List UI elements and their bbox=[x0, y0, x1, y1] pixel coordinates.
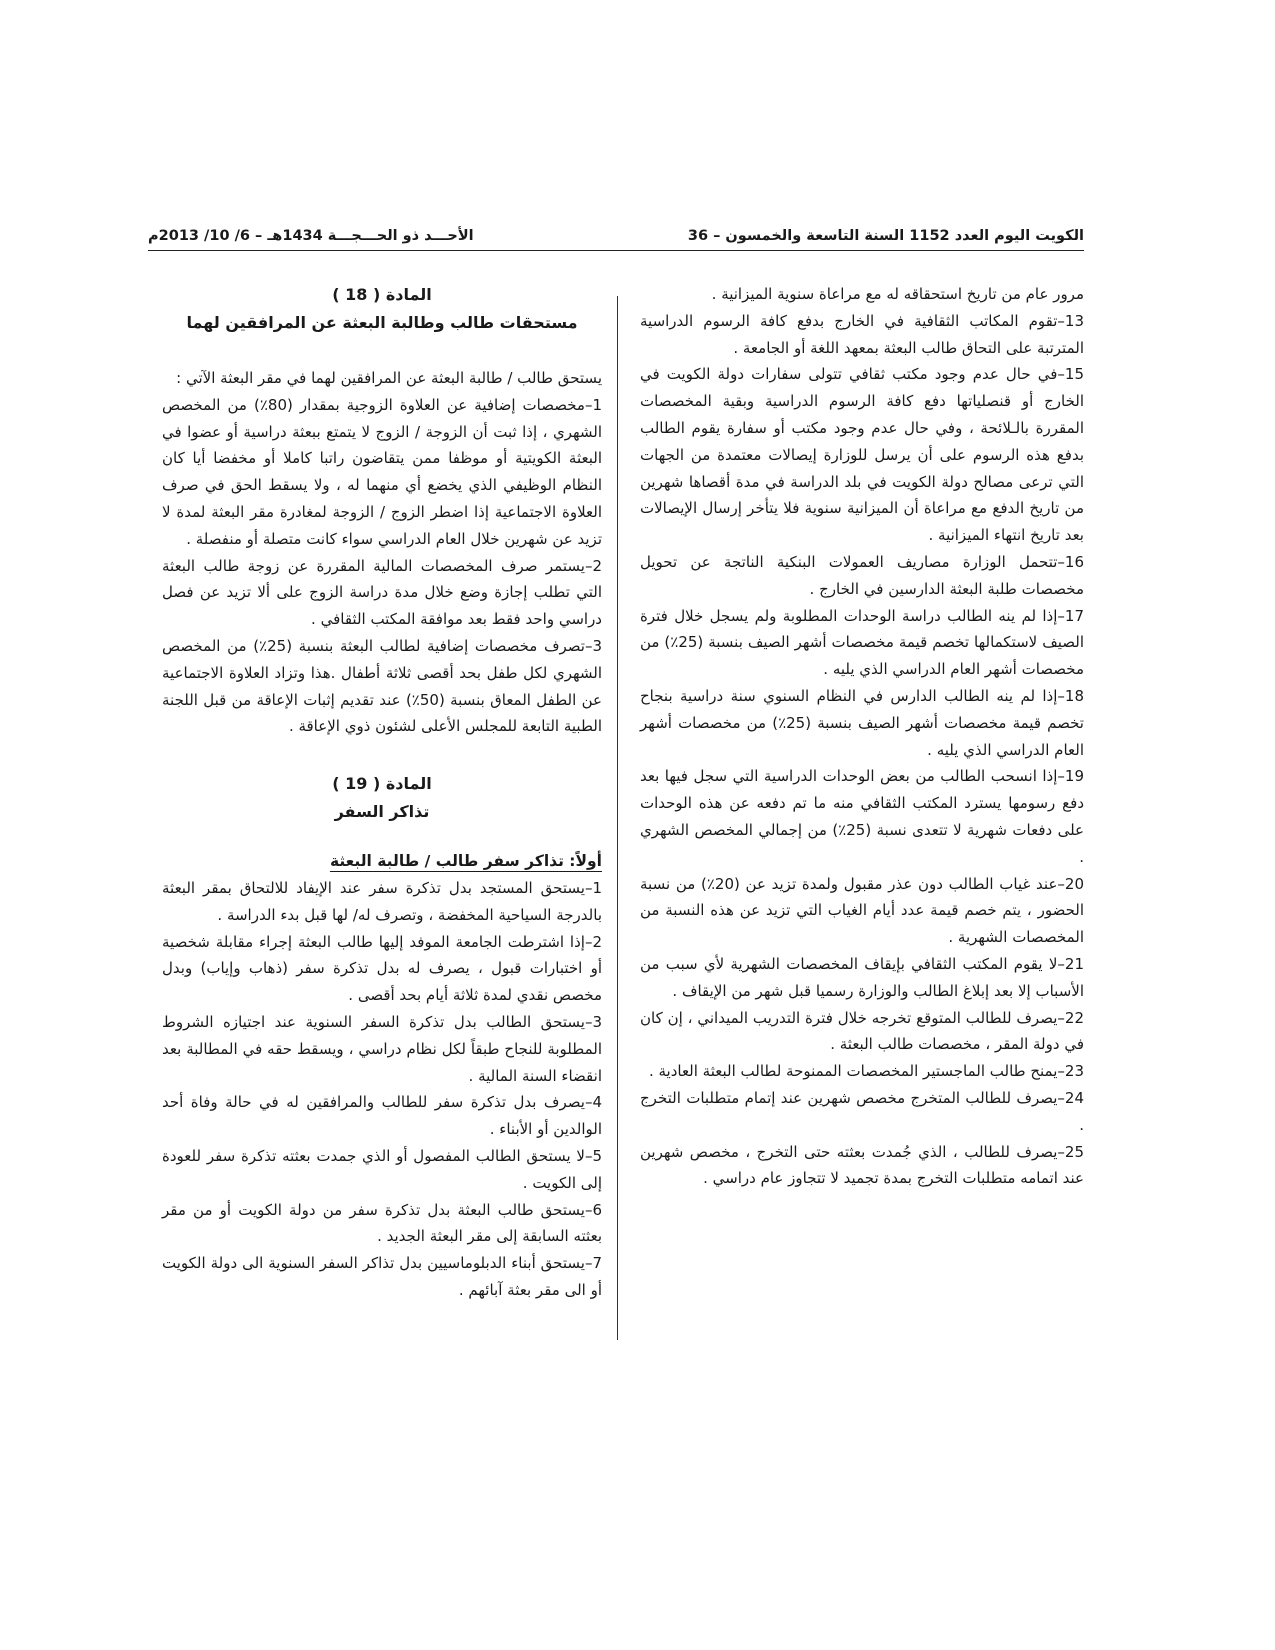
article-18-intro: يستحق طالب / طالبة البعثة عن المرافقين لهما في مقر البعثة الآتي : bbox=[176, 369, 602, 387]
clause-19: 19–إذا انسحب الطالب من بعض الوحدات الدراسية التي سجل فيها بعد دفع رسومها يسترد المكتب الثقافي منه ما تم دفعه عن هذه الوحدات على دفعات شهرية لا تتعدى نسبة (25٪) من إجمالي المخصص الشهري . bbox=[640, 767, 1084, 866]
article-19-item-7: 7–يستحق أبناء الدبلوماسيين بدل تذاكر السفر السنوية الى دولة الكويت أو الى مقر بعثة آبائهم . bbox=[162, 1254, 602, 1299]
article-18-title: مستحقات طالب وطالبة البعثة عن المرافقين لهما bbox=[186, 313, 578, 332]
article-19-number: المادة ( 19 ) bbox=[332, 774, 432, 794]
paragraph-continuation: مرور عام من تاريخ استحقاقه له مع مراعاة سنوية الميزانية . bbox=[711, 285, 1084, 303]
article-18-number: المادة ( 18 ) bbox=[332, 285, 432, 304]
header-divider bbox=[148, 250, 1084, 251]
article-19-item-1: 1–يستحق المستجد بدل تذكرة سفر عند الإيفاد للالتحاق بمقر البعثة بالدرجة السياحية المخفضة ، وتصرف له/ لها قبل بدء الدراسة . bbox=[162, 878, 602, 924]
clause-20: 20–عند غياب الطالب دون عذر مقبول ولمدة تزيد عن (20٪) من نسبة الحضور ، يتم خصم قيمة عدد أيام الغياب التي تزيد عن هذه النسبة من المخصصات الشهرية . bbox=[640, 874, 1084, 947]
article-19-item-4: 4–يصرف بدل تذكرة سفر للطالب والمرافقين له في حالة وفاة أحد الوالدين أو الأبناء . bbox=[162, 1093, 602, 1139]
clause-25: 25–يصرف للطالب ، الذي جُمدت بعثته حتى التخرج ، مخصص شهرين عند اتمامه متطلبات التخرج بمدة تجميد لا تتجاوز عام دراسي . bbox=[640, 1142, 1084, 1188]
clause-21: 21–لا يقوم المكتب الثقافي بإيقاف المخصصات الشهرية لأي سبب من الأسباب إلا بعد إبلاغ الطالب والوزارة رسميا قبل شهر من الإيقاف . bbox=[640, 954, 1084, 1000]
clause-16: 16–تتحمل الوزارة مصاريف العمولات البنكية الناتجة عن تحويل مخصصات طلبة البعثة الدارسين في الخارج . bbox=[640, 552, 1084, 598]
article-19-title: تذاكر السفر bbox=[334, 802, 430, 822]
clause-24: 24–يصرف للطالب المتخرج مخصص شهرين عند إتمام متطلبات التخرج . bbox=[640, 1088, 1084, 1134]
clause-23: 23–يمنح طالب الماجستير المخصصات الممنوحة لطالب البعثة العادية . bbox=[648, 1062, 1084, 1081]
article-19-item-6: 6–يستحق طالب البعثة بدل تذكرة سفر من دولة الكويت أو من مقر بعثته السابقة إلى مقر البعثة الجديد . bbox=[162, 1200, 602, 1246]
article-19-item-3: 3–يستحق الطالب بدل تذكرة السفر السنوية عند اجتيازه الشروط المطلوبة للنجاح طبقاً لكل نظام دراسي ، ويسقط حقه في المطالبة بعد انقضاء السنة المالية . bbox=[162, 1012, 602, 1085]
article-18-item-2: 2–يستمر صرف المخصصات المالية المقررة عن زوجة طالب البعثة التي تطلب إجازة وضع خلال مدة دراسة الزوج على ألا تزيد عن فصل دراسي واحد فقط بعد موافقة المكتب الثقافي . bbox=[162, 556, 602, 629]
article-18-item-1: 1–مخصصات إضافية عن العلاوة الزوجية بمقدار (80٪) من المخصص الشهري ، إذا ثبت أن الزوجة / الزوج لا يتمتع ببعثة دراسية أو عضوا في البعثة الكويتية أو موظفا ممن يتقاضون راتبا كاملا أو مخفضا أيا كان النظام الوظيفي الذي يخضع أي منهما له ، ولا يسقط الحق في صرف العلاوة الاجتماعية إذا اضطر الزوج / الزوجة لمغادرة مقر البعثة لمدة لا تزيد عن شهرين خلال العام الدراسي سواء كانت متصلة أو منفصلة . bbox=[162, 395, 603, 548]
clause-17: 17–إذا لم ينه الطالب دراسة الوحدات المطلوبة ولم يسجل خلال فترة الصيف لاستكمالها تخصم قيمة مخصصات أشهر الصيف بنسبة (25٪) من مخصصات أشهر العام الدراسي الذي يليه . bbox=[640, 606, 1084, 679]
article-19-section-heading: أولاً: تذاكر سفر طالب / طالبة البعثة bbox=[329, 852, 602, 871]
article-19-item-5: 5–لا يستحق الطالب المفصول أو الذي جمدت بعثته تذكرة سفر للعودة إلى الكويت . bbox=[162, 1146, 602, 1192]
right-column bbox=[640, 281, 1084, 1192]
clause-13: 13–تقوم المكاتب الثقافية في الخارج بدفع كافة الرسوم الدراسية المترتبة على التحاق طالب البعثة بمعهد اللغة أو الجامعة . bbox=[640, 311, 1084, 357]
clause-22: 22–يصرف للطالب المتوقع تخرجه خلال فترة التدريب الميداني ، إن كان في دولة المقر ، مخصصات طالب البعثة . bbox=[640, 1008, 1084, 1054]
article-18-item-3: 3–تصرف مخصصات إضافية لطالب البعثة بنسبة (25٪) من المخصص الشهري لكل طفل بحد أقصى ثلاثة أطفال .هذا وتزاد العلاوة الاجتماعية عن الطفل المعاق بنسبة (50٪) عند تقديم إثبات الإعاقة من قبل اللجنة الطبية التابعة للمجلس الأعلى لشئون ذوي الإعاقة . bbox=[162, 636, 603, 736]
header-date: الأحـــد ذو الحـــجـــة 1434هـ – 6/ 10/ 2013م bbox=[148, 228, 474, 244]
column-divider bbox=[617, 296, 618, 1340]
clause-15: 15–في حال عدم وجود مكتب ثقافي تتولى سفارات دولة الكويت في الخارج أو قنصلياتها دفع كافة الرسوم الدراسية وبقية المخصصات المقررة بالـلائحة ، وفي حال عدم وجود مكتب أو سفارة يقوم الطالب بدفع هذه الرسوم على أن يرسل للوزارة إيصالات معتمدة من الجهات التي ترعى مصالح دولة الكويت في بلد الدراسة في مدة أقصاها شهرين من تاريخ الدفع مع مراعاة أن الميزانية سنوية فلا يتأخر إرسال الإيصالات بعد تاريخ انتهاء الميزانية . bbox=[640, 365, 1084, 545]
header-publication-info: الكويت اليوم العدد 1152 السنة التاسعة والخمسون – 36 bbox=[687, 228, 1084, 244]
article-19-item-2: 2–إذا اشترطت الجامعة الموفد إليها طالب البعثة إجراء مقابلة شخصية أو اختبارات قبول ، يصرف له بدل تذكرة سفر (ذهاب وإياب) وبدل مخصص نقدي لمدة ثلاثة أيام بحد أقصى . bbox=[162, 932, 602, 1005]
clause-18: 18–إذا لم ينه الطالب الدارس في النظام السنوي سنة دراسية بنجاح تخصم قيمة مخصصات أشهر الصيف بنسبة (25٪) من مخصصات أشهر العام الدراسي الذي يليه . bbox=[640, 686, 1084, 759]
left-column bbox=[162, 281, 602, 1304]
